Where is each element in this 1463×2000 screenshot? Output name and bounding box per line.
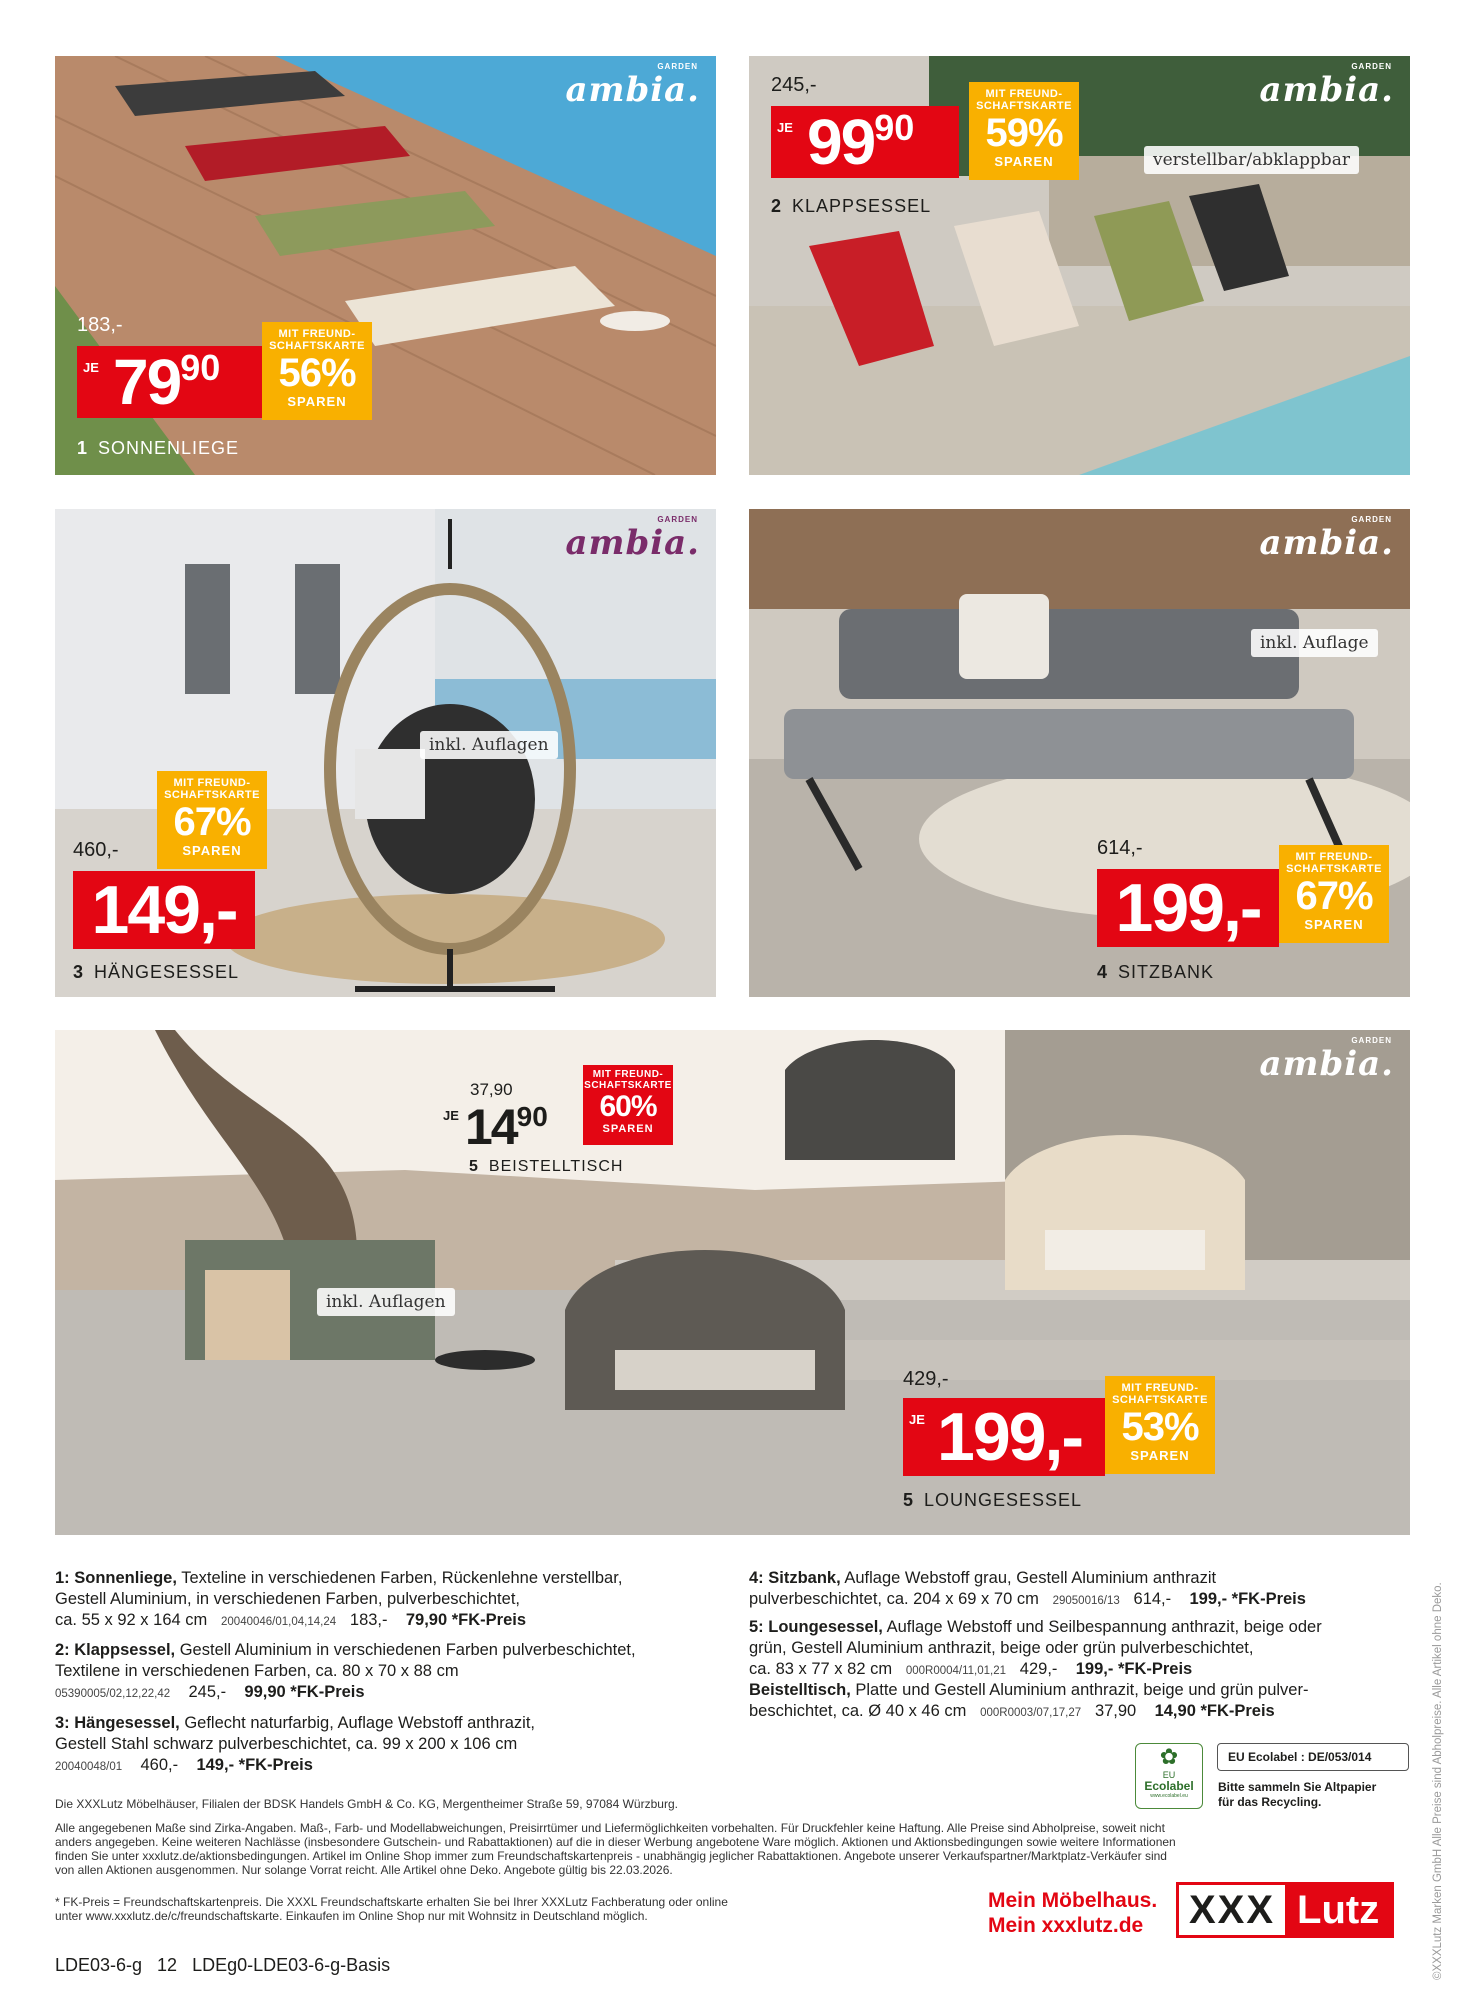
- price-box: JE 99 90: [771, 106, 959, 178]
- desc-sitzbank: 4: Sitzbank, Auflage Webstoff grau, Gestell Aluminium anthrazit pulverbeschichtet, ca. 204 x 69 x 70 cm 29050016/13 614,- 199,- *FK-Preis: [749, 1569, 1306, 1608]
- price-main: 79: [113, 346, 181, 418]
- product-label: 2 KLAPPSESSEL: [771, 196, 932, 216]
- old-price: 460,-: [73, 839, 119, 861]
- desc-beistelltisch: Beistelltisch, Platte und Gestell Aluminium anthrazit, beige und grün pulver- beschichtet, ca. Ø 40 x 46 cm 000R0003/07,17,27 37,90 14,90 *FK-Preis: [749, 1681, 1309, 1720]
- je-label: JE: [443, 1108, 459, 1123]
- product-label: 1 SONNENLIEGE: [77, 438, 240, 458]
- price-beistelltisch: 1490: [465, 1099, 548, 1155]
- product-label: 4 SITZBANK: [1097, 962, 1215, 982]
- product-label: 3 HÄNGESESSEL: [73, 962, 240, 982]
- feature-tag: inkl. Auflagen: [420, 731, 558, 759]
- old-price: 183,-: [77, 314, 123, 336]
- ecolabel-code: EU Ecolabel : DE/053/014: [1217, 1743, 1409, 1771]
- photo-loungesessel: [55, 1030, 1410, 1535]
- legal-company: Die XXXLutz Möbelhäuser, Filialen der BDSK Handels GmbH & Co. KG, Mergentheimer Straße 59, 97084 Würzburg.: [55, 1797, 678, 1811]
- price-box: JE 79 90: [77, 346, 262, 418]
- price-cents: 90: [874, 107, 915, 148]
- page-code: LDE03-6-g 12 LDEg0-LDE03-6-g-Basis: [55, 1955, 391, 1975]
- feature-tag: inkl. Auflage: [1251, 629, 1378, 657]
- legal-conditions: Alle angegebenen Maße sind Zirka-Angaben. Maß-, Farb- und Modellabweichungen, Preisirrtümer und Liefermöglichkeiten vorbehalten. Für Druckfehler keine Haftung. Alle Preise sind Abholpreise, soweit nicht anders angegeben. Keine weiteren Nachlässe (insbesondere Gutschein- und Rabattaktionen) auf die in dieser Werbung angebotene Ware möglich. Aktionen und Aktionsbedingungen sowie weitere Informationen finden Sie unter xxxlutz.de/aktionsbedingungen. Artikel im Online Shop immer zum Freundschaftskartenpreis - unabhängig jeglicher Rabattaktionen. Angebote unserer Verkaufspartner/Marktplatz-Verkäufer sind von allen Aktionen ausgenommen. Nur solange Vorrat reicht. Alle Artikel ohne Deko. Angebote gültig bis 22.03.2026.: [55, 1821, 1176, 1877]
- price-box: [73, 871, 255, 949]
- flower-icon: ✿: [1159, 1744, 1179, 1769]
- photo-sonnenliege: [55, 56, 716, 475]
- old-price: 245,-: [771, 74, 817, 96]
- ambia-logo: ambia. GARDEN: [1259, 515, 1394, 563]
- discount-badge: MIT FREUND- SCHAFTSKARTE 56% SPAREN: [262, 322, 372, 420]
- photo-haengesessel: [55, 509, 716, 997]
- ambia-logo: ambia. GARDEN: [1259, 62, 1394, 110]
- photo-sitzbank: [749, 509, 1410, 997]
- ambia-logo: ambia. GARDEN: [565, 62, 700, 110]
- ecolabel-logo: ✿ EU Ecolabel www.ecolabel.eu: [1135, 1743, 1203, 1809]
- recycling-note: Bitte sammeln Sie Altpapier für das Recycling.: [1218, 1780, 1377, 1809]
- feature-tag: verstellbar/abklappbar: [1144, 146, 1359, 174]
- ambia-logo: ambia. GARDEN: [1259, 1036, 1394, 1084]
- desc-haengesessel: 3: Hängesessel, Geflecht naturfarbig, Auflage Webstoff anthrazit, Gestell Stahl schwarz pulverbeschichtet, ca. 99 x 200 x 106 cm 20040048/01 460,- 149,- *FK-Preis: [55, 1714, 535, 1774]
- old-price: 614,-: [1097, 837, 1143, 859]
- feature-tag: inkl. Auflagen: [317, 1288, 455, 1316]
- product-label-beistelltisch: 5 BEISTELLTISCH: [469, 1158, 624, 1175]
- discount-badge-loungesessel: MIT FREUND- SCHAFTSKARTE 53% SPAREN: [1105, 1376, 1215, 1474]
- old-price-loungesessel: 429,-: [903, 1368, 949, 1390]
- discount-badge: MIT FREUND- SCHAFTSKARTE 67% SPAREN: [1279, 845, 1389, 943]
- discount-badge: MIT FREUND- SCHAFTSKARTE 67% SPAREN: [157, 771, 267, 869]
- price-main: 99: [807, 106, 875, 178]
- slogan: Mein Möbelhaus. Mein xxxlutz.de: [988, 1889, 1158, 1937]
- discount-badge-beistelltisch: MIT FREUND- SCHAFTSKARTE 60% SPAREN: [583, 1065, 673, 1145]
- old-price-beistelltisch: 37,90: [470, 1080, 513, 1099]
- product-label-loungesessel: 5 LOUNGESESSEL: [903, 1490, 1083, 1510]
- legal-fk-note: * FK-Preis = Freundschaftskartenpreis. Die XXXL Freundschaftskarte erhalten Sie bei Ihrer XXXLutz Fachberatung oder online unter www.xxxlutz.de/c/freundschaftskarte. Einkaufen im Online Shop nur mit Wohnsitz in Deutschland möglich.: [55, 1895, 728, 1923]
- price-main: 149,-: [91, 872, 237, 948]
- side-copyright: ©XXXLutz Marken GmbH Alle Preise sind Abholpreise. Alle Artikel ohne Deko.: [1432, 1582, 1444, 1980]
- price-box-loungesessel: JE 199,-: [903, 1398, 1105, 1476]
- xxxlutz-logo: XXX Lutz: [1176, 1882, 1394, 1938]
- price-main: 199,-: [937, 1399, 1082, 1475]
- desc-klappsessel: 2: Klappsessel, Gestell Aluminium in verschiedenen Farben pulverbeschichtet, Textilene in verschiedenen Farben, ca. 80 x 70 x 88 cm 05390005/02,12,22,42 245,- 99,90 *FK-Preis: [55, 1641, 636, 1701]
- ambia-logo: ambia. GARDEN: [565, 515, 700, 563]
- price-main: 199,-: [1115, 870, 1261, 946]
- desc-loungesessel: 5: Loungesessel, Auflage Webstoff und Seilbespannung anthrazit, beige oder grün, Gestell Aluminium anthrazit, beige oder grün pulverbeschichtet, ca. 83 x 77 x 82 cm 000R0004/11,01,21 429,- 199,- *FK-Preis: [749, 1618, 1322, 1678]
- price-cents: 90: [180, 347, 221, 388]
- photo-klappsessel: [749, 56, 1410, 475]
- price-box: [1097, 869, 1279, 947]
- desc-sonnenliege: 1: Sonnenliege, Texteline in verschiedenen Farben, Rückenlehne verstellbar, Gestell Aluminium, in verschiedenen Farben, pulverbeschichtet, ca. 55 x 92 x 164 cm 20040046/01,04,14,24 183,- 79,90 *FK-Preis: [55, 1569, 623, 1629]
- discount-badge: MIT FREUND- SCHAFTSKARTE 59% SPAREN: [969, 82, 1079, 180]
